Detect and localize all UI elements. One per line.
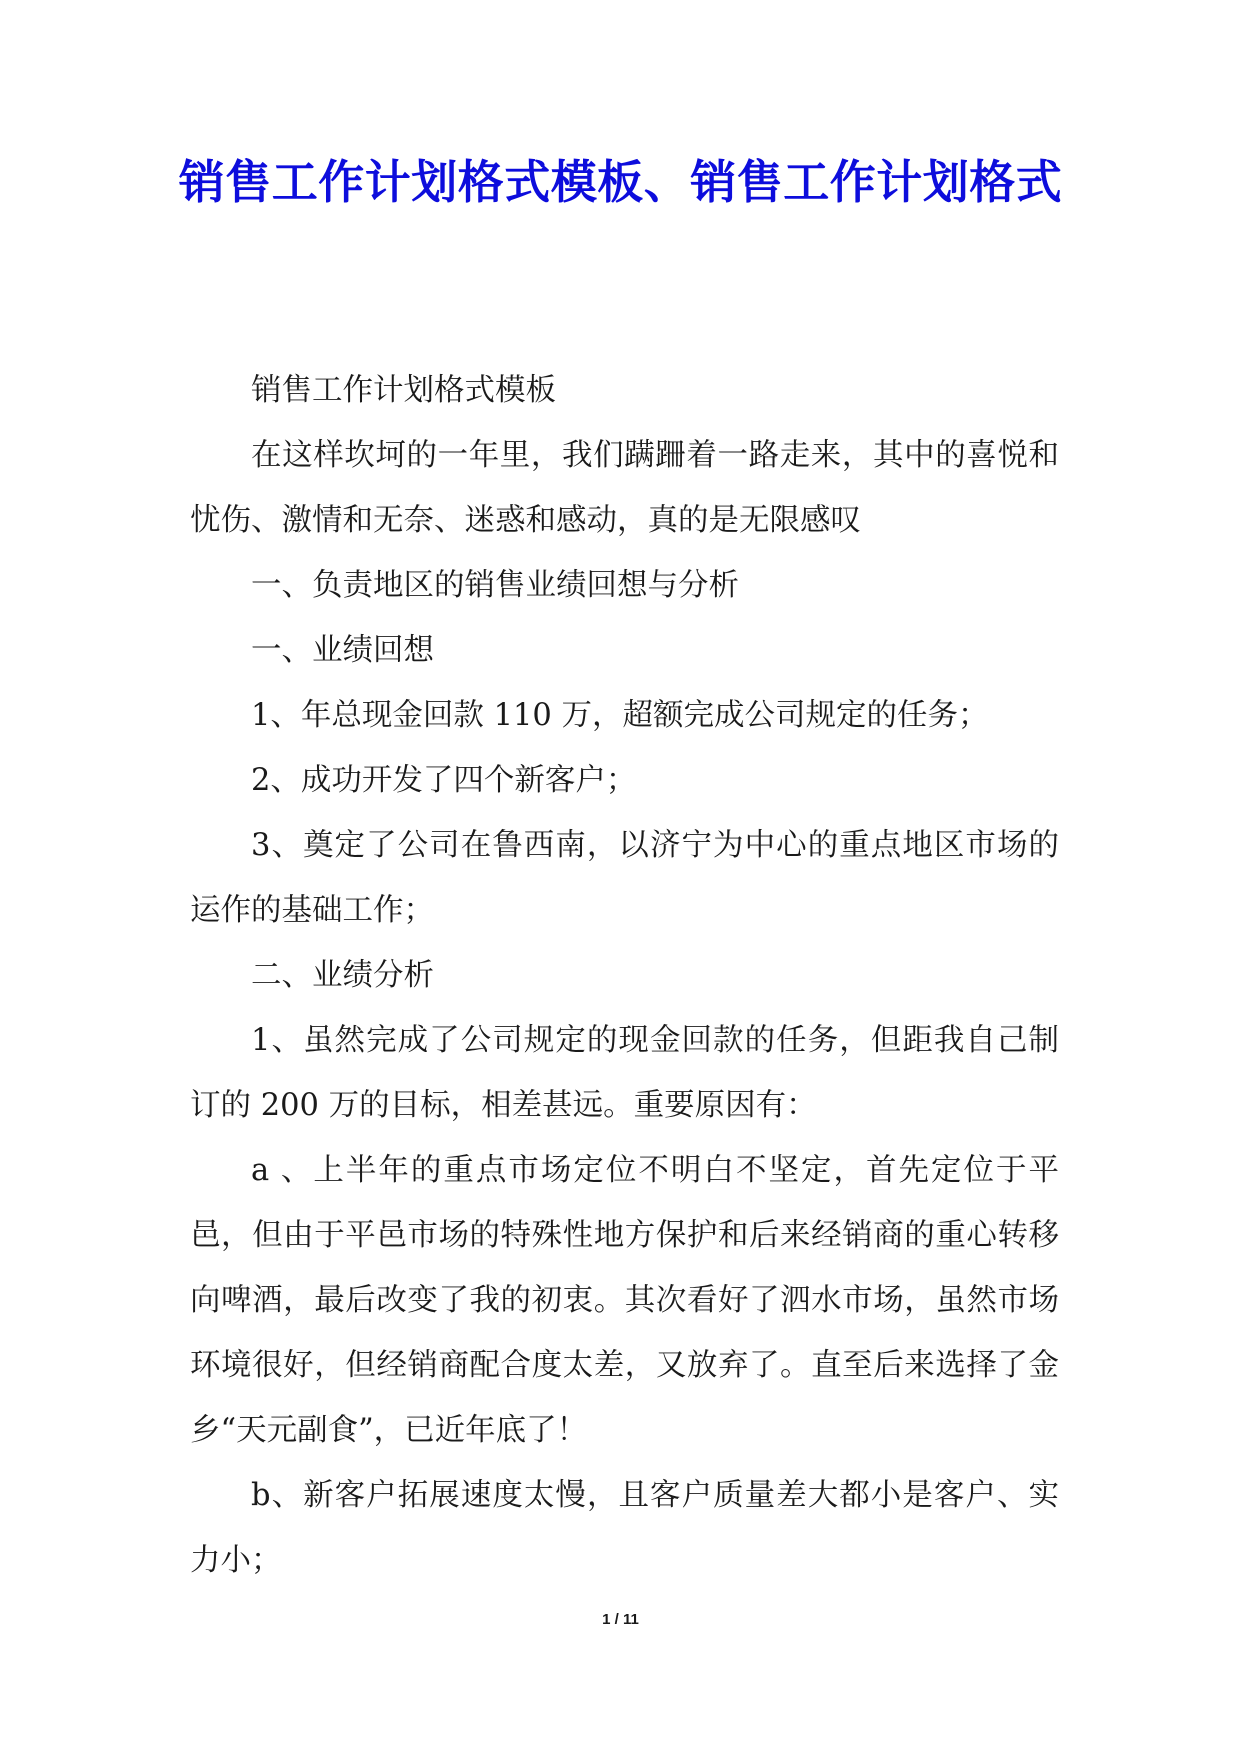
paragraph: b、新客户拓展速度太慢，且客户质量差大都小是客户、实力小； (190, 1478, 1059, 1578)
paragraph: a 、上半年的重点市场定位不明白不坚定，首先定位于平邑，但由于平邑市场的特殊性地方保护和后来经销商的重心转移向啤酒，最后改变了我的初衷。其次看好了泗水市场，虽然市场环境很好，但经销商配合度太差，又放弃了。直至后来选择了金乡“天元副食”，已近年底了！ (190, 1153, 1059, 1448)
section-heading: 一、负责地区的销售业绩回想与分析 (251, 568, 739, 603)
paragraph: 在这样坎坷的一年里，我们蹒跚着一路走来，其中的喜悦和忧伤、激情和无奈、迷惑和感动，真的是无限感叹 (190, 438, 1059, 538)
section-heading: 一、业绩回想 (251, 633, 434, 668)
list-item: 1、虽然完成了公司规定的现金回款的任务，但距我自己制订的 200 万的目标，相差甚远。重要原因有： (190, 1023, 1059, 1123)
list-item: 1、年总现金回款 110 万，超额完成公司规定的任务； (251, 698, 989, 733)
list-item: 2、成功开发了四个新客户； (251, 763, 637, 798)
document-body (190, 358, 1059, 1593)
page-number: 1 / 11 (602, 1611, 639, 1628)
document-title: 销售工作计划格式模板、销售工作计划格式 (178, 155, 1063, 209)
list-item: 3、奠定了公司在鲁西南，以济宁为中心的重点地区市场的运作的基础工作； (190, 828, 1059, 928)
paragraph: 销售工作计划格式模板 (251, 373, 556, 408)
section-heading: 二、业绩分析 (251, 958, 434, 993)
